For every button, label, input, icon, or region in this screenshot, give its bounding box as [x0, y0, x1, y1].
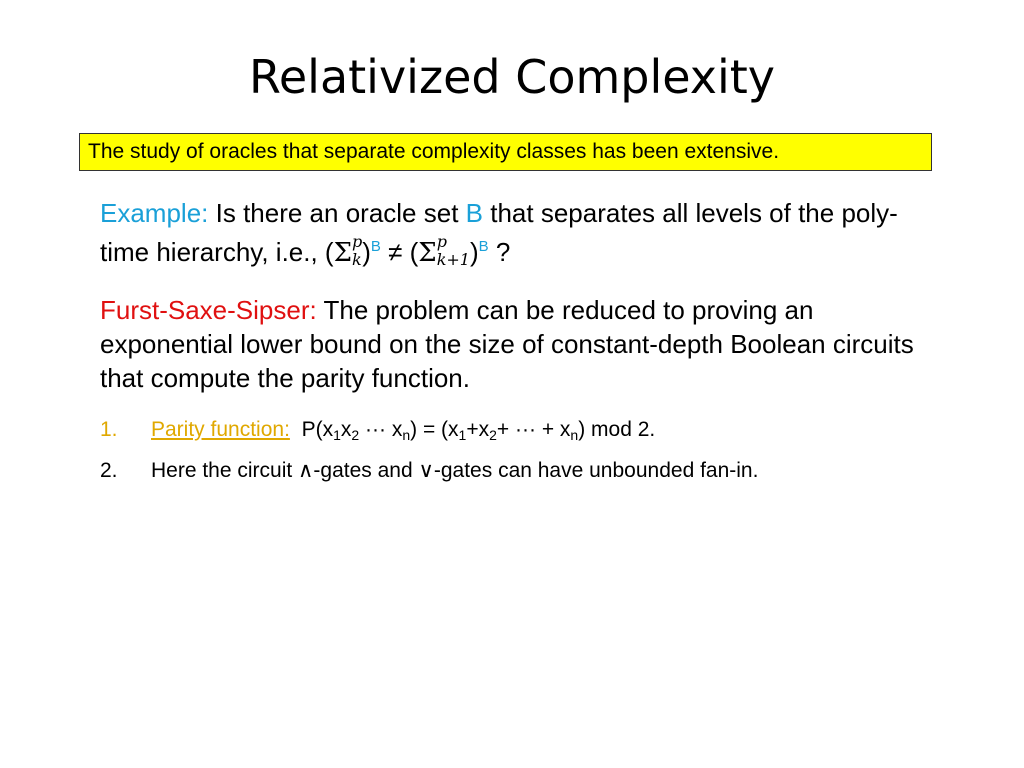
- fss-label: Furst-Saxe-Sipser:: [100, 295, 317, 325]
- sigma-symbol-1: Σ: [333, 238, 352, 268]
- sigma-sup-2: p: [436, 232, 447, 252]
- fss-paragraph: [100, 293, 920, 395]
- fan-in-text: Here the circuit ∧-gates and ∨-gates can have unbounded fan-in.: [151, 459, 759, 482]
- list-number-1: 1.: [100, 418, 118, 441]
- sigma-scripts-1: [351, 232, 363, 270]
- formula-part: ) = (x: [410, 418, 459, 441]
- sigma-sup-1: p: [351, 232, 363, 252]
- formula-part: x: [340, 418, 352, 441]
- formula-part: P(x: [301, 418, 334, 441]
- formula-sub: 1: [333, 427, 341, 443]
- formula-part: ··· x: [359, 418, 403, 441]
- example-text-2: that separates all levels of the poly-time hierarchy, i.e., (: [100, 198, 898, 267]
- sigma-sub-2: k+1: [436, 250, 470, 270]
- example-paragraph: [100, 196, 920, 270]
- formula-sub: n: [402, 427, 411, 443]
- formula-part: +x: [466, 418, 490, 441]
- formula-sub: 2: [351, 427, 360, 443]
- sigma-sub-1: k: [351, 250, 362, 270]
- parity-function-label: Parity function:: [151, 418, 290, 441]
- oracle-superscript-2: B: [478, 238, 489, 255]
- formula-part: ) mod 2.: [578, 418, 656, 441]
- oracle-set-name: B: [465, 198, 484, 228]
- fss-text: The problem can be reduced to proving an exponential lower bound on the size of constant-depth Boolean circuits that compute the parity function.: [100, 295, 914, 393]
- example-label: Example:: [100, 198, 209, 228]
- slide-title: Relativized Complexity: [248, 50, 776, 104]
- formula-sub: 2: [489, 427, 497, 443]
- oracle-superscript-1: B: [370, 238, 381, 255]
- formula-sub: n: [570, 427, 579, 443]
- example-text-1: Is there an oracle set: [215, 198, 459, 228]
- list-item: [100, 453, 980, 489]
- list-item: [100, 412, 980, 453]
- sigma-symbol-2: Σ: [418, 238, 437, 268]
- parity-formula: [302, 418, 656, 441]
- list-number-2: 2.: [100, 459, 118, 482]
- question-mark: ?: [488, 237, 511, 267]
- numbered-list: [100, 412, 980, 489]
- close-paren-2: ): [469, 237, 479, 267]
- sigma-scripts-2: [436, 232, 470, 270]
- formula-part: + ··· + x: [496, 418, 571, 441]
- close-paren-1: ): [362, 237, 371, 267]
- formula-sub: 1: [458, 427, 467, 443]
- highlight-callout: The study of oracles that separate complexity classes has been extensive.: [79, 133, 932, 171]
- not-equal-text: ≠ (: [380, 237, 419, 267]
